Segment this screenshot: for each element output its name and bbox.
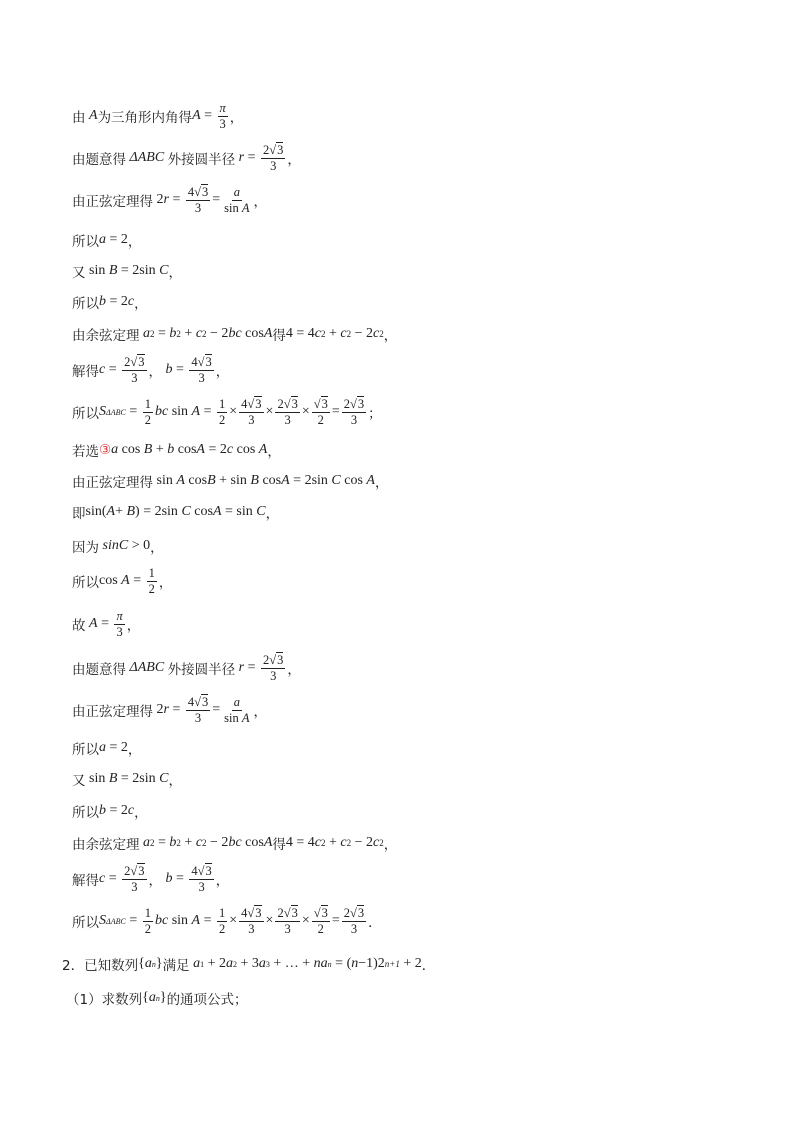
line-text: 所以: [72, 406, 99, 422]
line-text: ，: [287, 152, 301, 168]
line-text: ，: [134, 296, 148, 312]
solution-line-22: 解得 c = $\frac{2√3}{3}$ ， b = $\frac{4√3}{3}$ ，: [72, 864, 230, 894]
line-text: ，: [253, 704, 267, 720]
solution-line-18: 所以 a = 2 ，: [72, 740, 142, 758]
line-text: ，: [287, 662, 301, 678]
line-text: 所以: [72, 296, 99, 312]
line-text: 所以: [72, 915, 99, 931]
line-text: 得: [272, 837, 286, 853]
solution-line-12: 即 sin( A + B ) = 2sin C cos A = sin C ，: [72, 504, 280, 522]
line-text: 故: [72, 618, 86, 634]
solution-line-9: 所以 S ΔABC = $\frac{1}{2}$ bc sin A = $\frac{1}{2}$ × $\frac{4√3}{3}$ × $\frac{2√3}{3}$ × $\frac{√3}{2}$ = $\frac{2√3}{3}$ ；: [72, 397, 382, 427]
line-text: 所以: [72, 805, 99, 821]
problem-2-statement: 2．已知数列 { a n } 满足 a 1 + 2 a 2 + 3 a 3 + … + na n = ( n −1)2 n+1 + 2 ．: [62, 956, 436, 974]
line-text: 所以: [72, 742, 99, 758]
solution-line-11: 由正弦定理得 sin A cos B + sin B cos A = 2sin C cos A ，: [72, 473, 389, 491]
line-text: 又: [72, 265, 86, 281]
line-text: （1）求数列: [66, 992, 143, 1008]
line-text: ，: [158, 575, 173, 591]
line-text: 解得: [72, 873, 99, 889]
line-text: 解得: [72, 364, 99, 380]
solution-line-4: 所以 a = 2 ，: [72, 232, 142, 250]
solution-line-20: 所以 b = 2 c ，: [72, 803, 148, 821]
solution-line-2: 由题意得 ΔABC 外接圆半径 r = $\frac{2√3}{3}$ ，: [72, 143, 301, 173]
line-text: ，: [127, 234, 142, 250]
solution-line-23: 所以 S ΔABC = $\frac{1}{2}$ bc sin A = $\frac{1}{2}$ × $\frac{4√3}{3}$ × $\frac{2√3}{3}$ × $\frac{√3}{2}$ = $\frac{2√3}{3}$ ．: [72, 906, 382, 936]
problem-2-part-1: （1）求数列 { a n } 的通项公式；: [66, 990, 248, 1008]
line-text: 的通项公式；: [166, 992, 248, 1008]
line-text: ，: [150, 540, 164, 556]
line-text: 若选: [72, 444, 99, 460]
solution-line-7: 由余弦定理 a 2 = b 2 + c 2 − 2 bc cos A 得 4 = 4 c 2 + c 2 − 2 c 2 ，: [72, 326, 398, 344]
line-text: ．: [421, 958, 436, 974]
line-text: ，: [253, 194, 267, 210]
line-text: 所以: [72, 234, 99, 250]
line-text: 由: [72, 110, 86, 126]
line-text: 外接圆半径: [167, 662, 236, 678]
solution-line-1: 由 A 为三角形内角得 A = $\frac{\pi}{3}$ ，: [72, 101, 244, 131]
line-text: ，: [215, 364, 230, 380]
solution-line-6: 所以 b = 2 c ，: [72, 294, 148, 312]
line-text: 得: [272, 328, 286, 344]
line-text: ，: [229, 110, 244, 126]
solution-line-3: 由正弦定理得 2 r = $\frac{4√3}{3}$ = $\frac{a}{\text{sin A}}$ ，: [72, 185, 267, 215]
solution-line-16: 由题意得 ΔABC 外接圆半径 r = $\frac{2√3}{3}$ ，: [72, 653, 301, 683]
line-text: ，: [168, 265, 182, 281]
solution-line-17: 由正弦定理得 2 r = $\frac{4√3}{3}$ = $\frac{a}{\text{sin A}}$ ，: [72, 695, 267, 725]
line-text: 满足: [162, 958, 190, 974]
solution-line-13: 因为 sinC > 0 ，: [72, 538, 164, 556]
solution-line-15: 故 A = $\frac{\pi}{3}$ ，: [72, 609, 141, 639]
line-text: 由余弦定理: [72, 837, 140, 853]
line-text: ，: [126, 618, 141, 634]
solution-line-8: 解得 c = $\frac{2√3}{3}$ ， b = $\frac{4√3}{3}$ ，: [72, 355, 230, 385]
line-text: ，: [148, 364, 162, 380]
line-text: 又: [72, 773, 86, 789]
solution-line-5: 又 sin B = 2sin C ，: [72, 263, 182, 281]
line-text: ，: [215, 873, 230, 889]
line-text: ，: [383, 837, 398, 853]
line-text: 由题意得: [72, 662, 126, 678]
line-text: ．: [368, 915, 382, 931]
line-text: 即: [72, 506, 86, 522]
line-text: 由余弦定理: [72, 328, 140, 344]
solution-line-19: 又 sin B = 2sin C ，: [72, 771, 182, 789]
solution-line-14: 所以 cos A = $\frac{1}{2}$ ，: [72, 566, 173, 596]
line-text: 因为: [72, 540, 99, 556]
line-text: 所以: [72, 575, 99, 591]
line-text: ，: [168, 773, 182, 789]
line-text: 由题意得: [72, 152, 126, 168]
line-text: ；: [368, 406, 382, 422]
line-text: ，: [374, 475, 389, 491]
line-text: 由正弦定理得: [72, 704, 153, 720]
line-text: ，: [148, 873, 162, 889]
line-text: ，: [134, 805, 148, 821]
line-text: ，: [265, 506, 280, 522]
line-text: ，: [267, 444, 281, 460]
line-text: 2．已知数列: [62, 958, 139, 974]
line-text: 由正弦定理得: [72, 475, 153, 491]
line-text: 为三角形内角得: [97, 110, 193, 126]
solution-line-21: 由余弦定理 a 2 = b 2 + c 2 − 2 bc cos A 得 4 = 4 c 2 + c 2 − 2 c 2 ，: [72, 835, 398, 853]
line-text: ，: [383, 328, 398, 344]
line-text: ，: [127, 742, 142, 758]
option-3-marker: ③: [99, 442, 112, 458]
solution-line-10: 若选 ③ a cos B + b cos A = 2 c cos A ，: [72, 442, 281, 460]
line-text: 外接圆半径: [167, 152, 236, 168]
line-text: 由正弦定理得: [72, 194, 153, 210]
